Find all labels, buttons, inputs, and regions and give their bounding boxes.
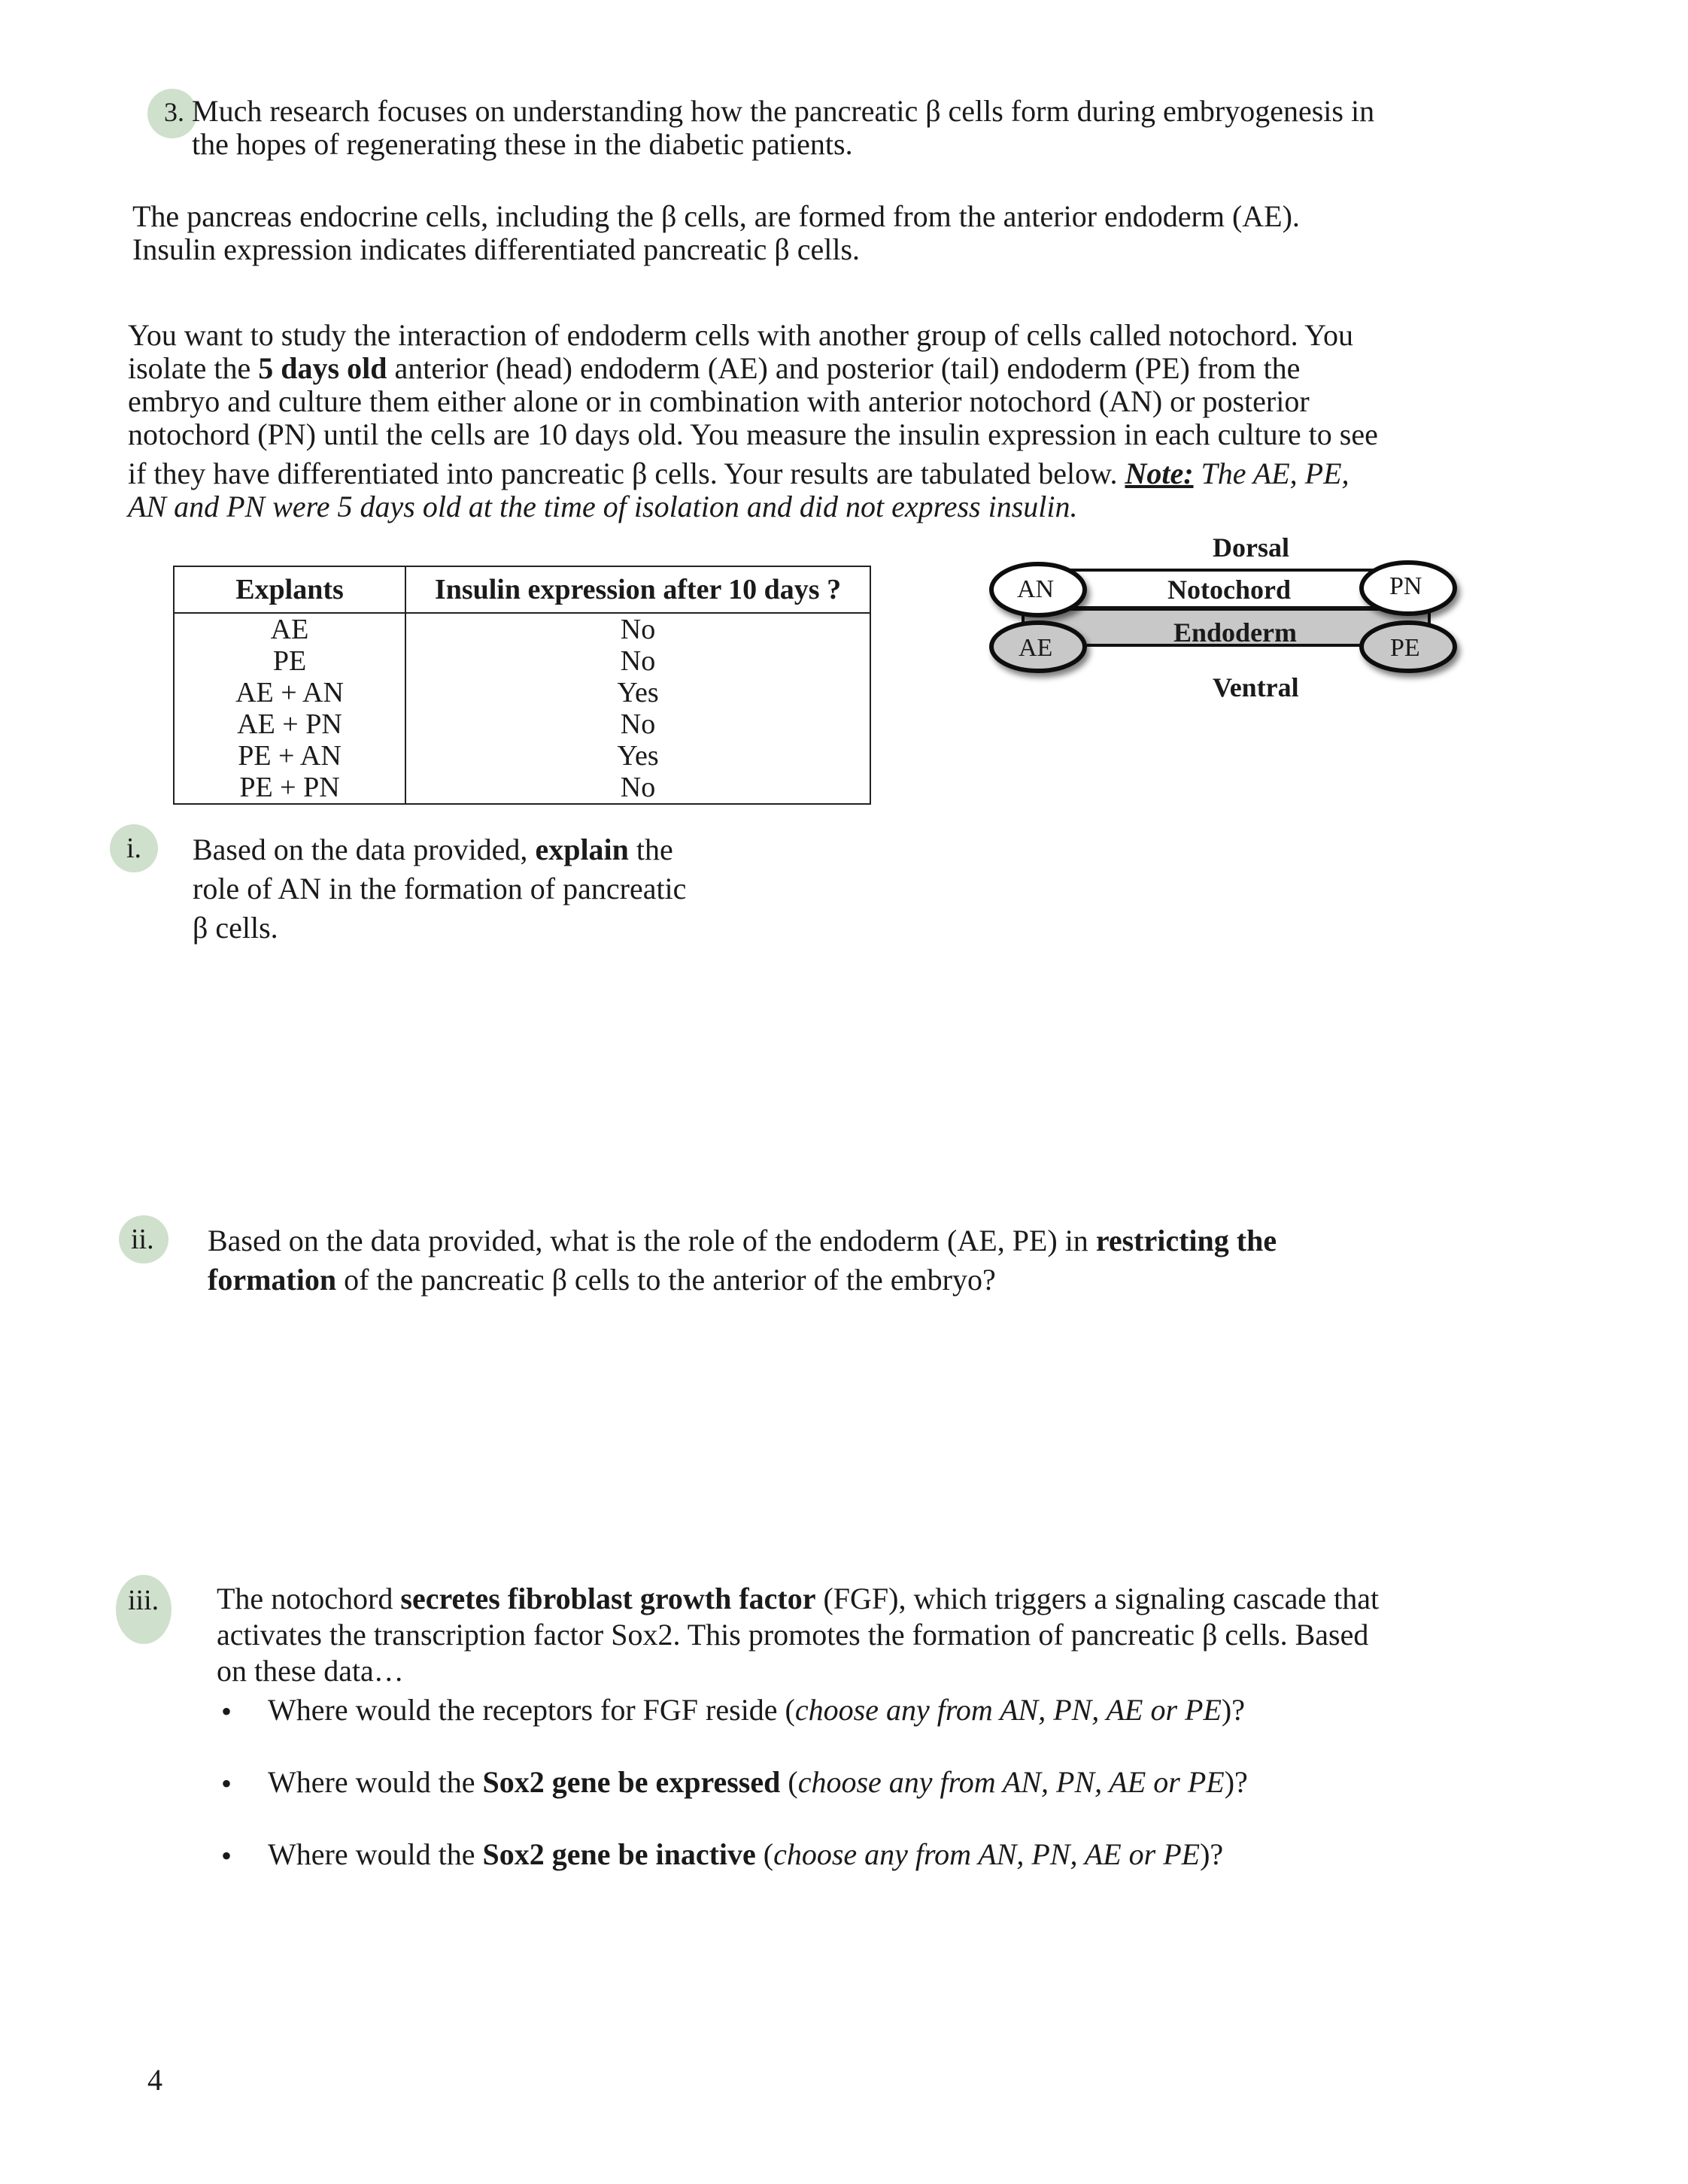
cell-explant: PE + AN	[174, 740, 405, 772]
setup-line2-bold: 5 days old	[258, 351, 387, 385]
q-i-line1-pre: Based on the data provided,	[193, 833, 536, 866]
setup-line1: You want to study the interaction of endoderm cells with another group of cells called notochord. You	[128, 318, 1353, 352]
q-ii-line1	[208, 1224, 1277, 1257]
table-header-row	[174, 566, 870, 613]
b2-post: )?	[1224, 1765, 1248, 1799]
b2-italic: choose any from AN, PN, AE or PE	[797, 1765, 1225, 1799]
q-i-line1	[193, 833, 673, 866]
table-row	[174, 645, 870, 677]
b3-italic: choose any from AN, PN, AE or PE	[773, 1837, 1201, 1871]
setup-line6-italic: AN and PN were 5 days old at the time of isolation and did not express insulin.	[128, 490, 1078, 523]
pe-label: PE	[1390, 634, 1420, 662]
cell-insulin: No	[405, 708, 870, 740]
q-i-label: i.	[126, 833, 142, 864]
page-number: 4	[147, 2063, 162, 2097]
header-insulin: Insulin expression after 10 days ?	[405, 566, 870, 613]
bullet-1: •	[221, 1694, 232, 1728]
b1-post: )?	[1221, 1693, 1245, 1727]
setup-line2-post: anterior (head) endoderm (AE) and posterior (tail) endoderm (PE) from the	[387, 351, 1301, 385]
notochord-label: Notochord	[1167, 575, 1291, 605]
pn-label: PN	[1389, 572, 1422, 600]
q-i-line3: β cells.	[193, 911, 278, 945]
q-ii-line2-bold: formation	[208, 1263, 337, 1297]
note-label: Note:	[1125, 457, 1194, 490]
context-line2: Insulin expression indicates differentiated pancreatic β cells.	[132, 232, 861, 266]
q-iii-line2: activates the transcription factor Sox2. This promotes the formation of pancreatic β cells. Based	[217, 1618, 1369, 1652]
cell-explant: AE + PN	[174, 708, 405, 740]
ventral-label: Ventral	[1213, 672, 1299, 702]
cell-explant: AE + AN	[174, 677, 405, 708]
context-line1: The pancreas endocrine cells, including the β cells, are formed from the anterior endoderm (AE).	[132, 199, 1300, 233]
bullet-3: •	[221, 1839, 232, 1873]
q-i-line1-post: the	[628, 833, 673, 866]
b3-mid: (	[755, 1837, 774, 1871]
q-ii-line2	[208, 1263, 996, 1297]
b3-post: )?	[1200, 1837, 1224, 1871]
question-number: 3.	[164, 97, 184, 127]
question-intro-line2: the hopes of regenerating these in the diabetic patients.	[192, 127, 853, 161]
q-ii-line1-pre: Based on the data provided, what is the role of the endoderm (AE, PE) in	[208, 1224, 1096, 1257]
cell-explant: PE + PN	[174, 772, 405, 804]
q-i-line2: role of AN in the formation of pancreatic	[193, 872, 687, 905]
b2-bold: Sox2 gene be expressed	[482, 1765, 781, 1799]
cell-explant: PE	[174, 645, 405, 677]
results-table	[173, 566, 871, 805]
setup-line5	[128, 457, 1349, 490]
question-intro-line1: Much research focuses on understanding how the pancreatic β cells form during embryogenesis in	[192, 94, 1375, 128]
table-row	[174, 677, 870, 708]
q-ii-line1-bold: restricting the	[1095, 1224, 1277, 1257]
q-iii-line3: on these data…	[217, 1654, 404, 1688]
cell-insulin: Yes	[405, 677, 870, 708]
setup-line2	[128, 352, 1300, 385]
setup-line6	[128, 490, 1078, 523]
q-iii-bullet-2	[268, 1766, 1248, 1799]
table-row	[174, 740, 870, 772]
table-row	[174, 772, 870, 804]
b2-mid: (	[780, 1765, 798, 1799]
b2-pre: Where would the	[268, 1765, 483, 1799]
setup-line2-pre: isolate the	[128, 351, 259, 385]
b1-pre: Where would the receptors for FGF reside (	[268, 1693, 795, 1727]
q-iii-bullet-1	[268, 1694, 1245, 1727]
cell-insulin: No	[405, 613, 870, 645]
b3-bold: Sox2 gene be inactive	[482, 1837, 756, 1871]
setup-line5-pre: if they have differentiated into pancreatic β cells. Your results are tabulated below.	[128, 457, 1125, 490]
an-label: AN	[1017, 575, 1055, 603]
dorsal-label: Dorsal	[1213, 532, 1289, 563]
ae-label: AE	[1019, 634, 1053, 662]
q-iii-line1	[217, 1582, 1379, 1615]
table-row	[174, 613, 870, 645]
embryo-diagram	[978, 526, 1474, 722]
setup-line4: notochord (PN) until the cells are 10 days old. You measure the insulin expression in each culture to see	[128, 417, 1378, 451]
cell-insulin: No	[405, 772, 870, 804]
b3-pre: Where would the	[268, 1837, 483, 1871]
endoderm-label: Endoderm	[1173, 617, 1298, 648]
setup-line5-italic: The AE, PE,	[1193, 457, 1349, 490]
q-i-line1-bold: explain	[535, 833, 629, 866]
q-iii-line1-pre: The notochord	[217, 1582, 401, 1615]
q-ii-line2-post: of the pancreatic β cells to the anterior of the embryo?	[336, 1263, 996, 1297]
b1-italic: choose any from AN, PN, AE or PE	[794, 1693, 1222, 1727]
q-ii-label: ii.	[131, 1224, 154, 1255]
cell-insulin: No	[405, 645, 870, 677]
q-iii-bullet-3	[268, 1838, 1223, 1871]
q-iii-line1-post: (FGF), which triggers a signaling cascade that	[815, 1582, 1380, 1615]
setup-line3: embryo and culture them either alone or in combination with anterior notochord (AN) or posterior	[128, 384, 1310, 418]
cell-insulin: Yes	[405, 740, 870, 772]
q-iii-label: iii.	[128, 1585, 159, 1616]
table-row	[174, 708, 870, 740]
bullet-2: •	[221, 1767, 232, 1800]
cell-explant: AE	[174, 613, 405, 645]
q-iii-line1-bold: secretes fibroblast growth factor	[400, 1582, 816, 1615]
header-explants: Explants	[174, 566, 405, 613]
